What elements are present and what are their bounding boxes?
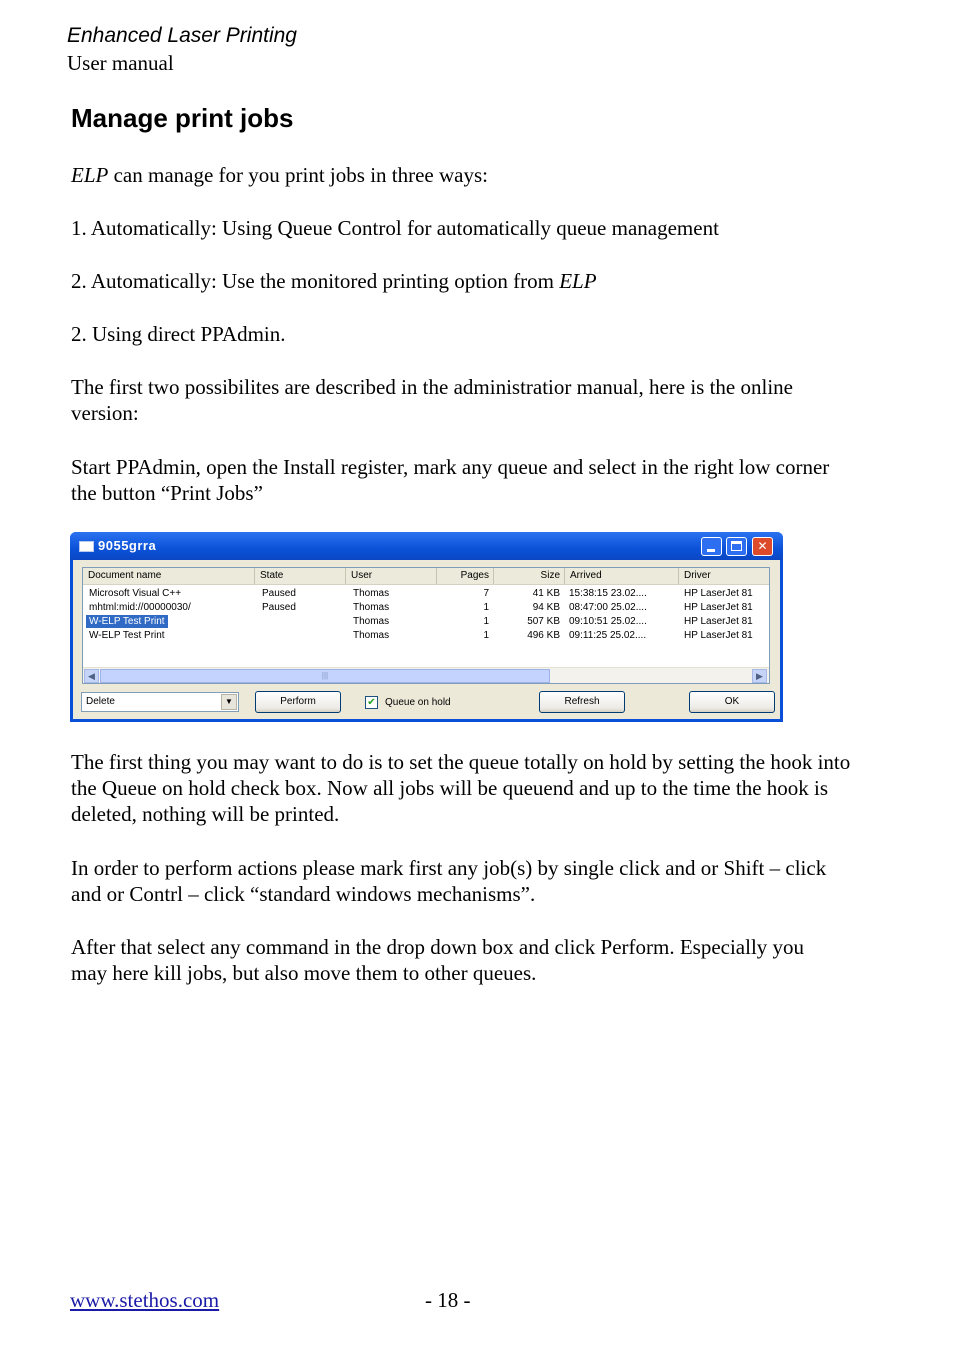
section-heading: Manage print jobs — [71, 103, 294, 133]
cell-state: Paused — [262, 588, 296, 599]
list-item-1: 1. Automatically: Using Queue Control for automatically queue management — [71, 216, 719, 240]
queue-on-hold-label[interactable]: Queue on hold — [385, 697, 451, 708]
checkmark-icon: ✔ — [367, 697, 376, 708]
cell-size: 507 KB — [527, 616, 560, 627]
actions-paragraph: In order to perform actions please mark first any job(s) by single click and or Shift – click and or Contrl – click “standard windows mechanisms”. — [71, 856, 827, 906]
column-header-arrived[interactable]: Arrived — [565, 568, 679, 584]
hold-paragraph: The first thing you may want to do is to set the queue totally on hold by setting the hook into the Queue on hold check box. Now all jobs will be queuend and up to the time the hook is deleted, nothing will be printed. — [71, 750, 851, 826]
horizontal-scrollbar[interactable] — [83, 667, 769, 684]
cell-arrived: 08:47:00 25.02.... — [569, 602, 647, 613]
close-icon: ✕ — [757, 539, 768, 553]
scroll-thumb[interactable]: ||| — [100, 669, 550, 683]
list-header — [83, 568, 769, 585]
column-header-pages[interactable]: Pages — [437, 568, 494, 584]
close-button[interactable] — [752, 537, 773, 556]
cell-driver: HP LaserJet 81 — [684, 630, 753, 641]
cell-arrived: 09:10:51 25.02.... — [569, 616, 647, 627]
cell-user: Thomas — [353, 616, 390, 627]
scroll-right-icon[interactable]: ▶ — [752, 669, 767, 683]
cell-document-name: Microsoft Visual C++ — [89, 588, 182, 599]
intro-text: can manage for you print jobs in three ways: — [108, 163, 488, 187]
column-header-size[interactable]: Size — [494, 568, 565, 584]
start-paragraph: Start PPAdmin, open the Install register, mark any queue and select in the right low corner the button “Print Jobs” — [71, 455, 830, 505]
cell-user: Thomas — [353, 588, 390, 599]
window-client-area — [73, 560, 780, 719]
cell-size: 41 KB — [532, 588, 560, 599]
minimize-button[interactable] — [701, 537, 722, 556]
cell-pages: 1 — [483, 630, 489, 641]
cell-size: 94 KB — [532, 602, 560, 613]
list-item-3: 2. Using direct PPAdmin. — [71, 322, 286, 346]
intro-elp-emphasis: ELP — [71, 163, 109, 187]
maximize-button[interactable] — [726, 537, 747, 556]
cell-arrived: 09:11:25 25.02.... — [569, 630, 647, 641]
document-header-title: Enhanced Laser Printing — [67, 24, 297, 47]
cell-driver: HP LaserJet 81 — [684, 602, 753, 613]
chevron-down-icon[interactable]: ▼ — [221, 694, 237, 710]
list-item-2-text: 2. Automatically: Use the monitored printing option from — [71, 269, 560, 293]
window-app-icon — [79, 541, 94, 552]
refresh-button[interactable]: Refresh — [539, 691, 625, 713]
window-titlebar[interactable] — [70, 532, 783, 560]
column-header-document-name[interactable]: Document name — [83, 568, 255, 584]
print-jobs-list[interactable] — [82, 567, 770, 684]
cell-state: Paused — [262, 602, 296, 613]
document-header-subtitle: User manual — [67, 51, 174, 75]
cell-pages: 1 — [483, 616, 489, 627]
column-header-state[interactable]: State — [255, 568, 346, 584]
cell-pages: 1 — [483, 602, 489, 613]
column-header-driver[interactable]: Driver — [684, 570, 711, 581]
footer-website-link[interactable]: www.stethos.com — [70, 1288, 220, 1312]
cell-size: 496 KB — [527, 630, 560, 641]
print-jobs-window-screenshot — [70, 532, 783, 722]
list-item-2-elp-emphasis: ELP — [559, 269, 597, 293]
command-dropdown-value: Delete — [86, 696, 115, 707]
command-paragraph: After that select any command in the drop down box and click Perform. Especially you may here kill jobs, but also move them to other queues. — [71, 935, 805, 985]
queue-on-hold-checkbox[interactable] — [365, 696, 378, 709]
cell-document-name: W-ELP Test Print — [86, 615, 168, 628]
cell-document-name: W-ELP Test Print — [89, 630, 165, 641]
cell-arrived: 15:38:15 23.02.... — [569, 588, 647, 599]
possibilities-paragraph: The first two possibilites are described in the administratior manual, here is the online version: — [71, 375, 793, 425]
column-header-user[interactable]: User — [346, 568, 437, 584]
cell-document-name: mhtml:mid://00000030/ — [89, 602, 191, 613]
cell-pages: 7 — [483, 588, 489, 599]
window-title: 9055grra — [98, 538, 157, 553]
perform-button[interactable]: Perform — [255, 691, 341, 713]
command-dropdown[interactable] — [81, 692, 239, 712]
cell-driver: HP LaserJet 81 — [684, 616, 753, 627]
page-number: - 18 - — [425, 1288, 471, 1312]
list-item-2 — [71, 268, 861, 294]
cell-user: Thomas — [353, 602, 390, 613]
cell-driver: HP LaserJet 81 — [684, 588, 753, 599]
ok-button[interactable]: OK — [689, 691, 775, 713]
cell-user: Thomas — [353, 630, 390, 641]
scroll-left-icon[interactable]: ◀ — [84, 669, 99, 683]
intro-paragraph — [71, 162, 861, 188]
